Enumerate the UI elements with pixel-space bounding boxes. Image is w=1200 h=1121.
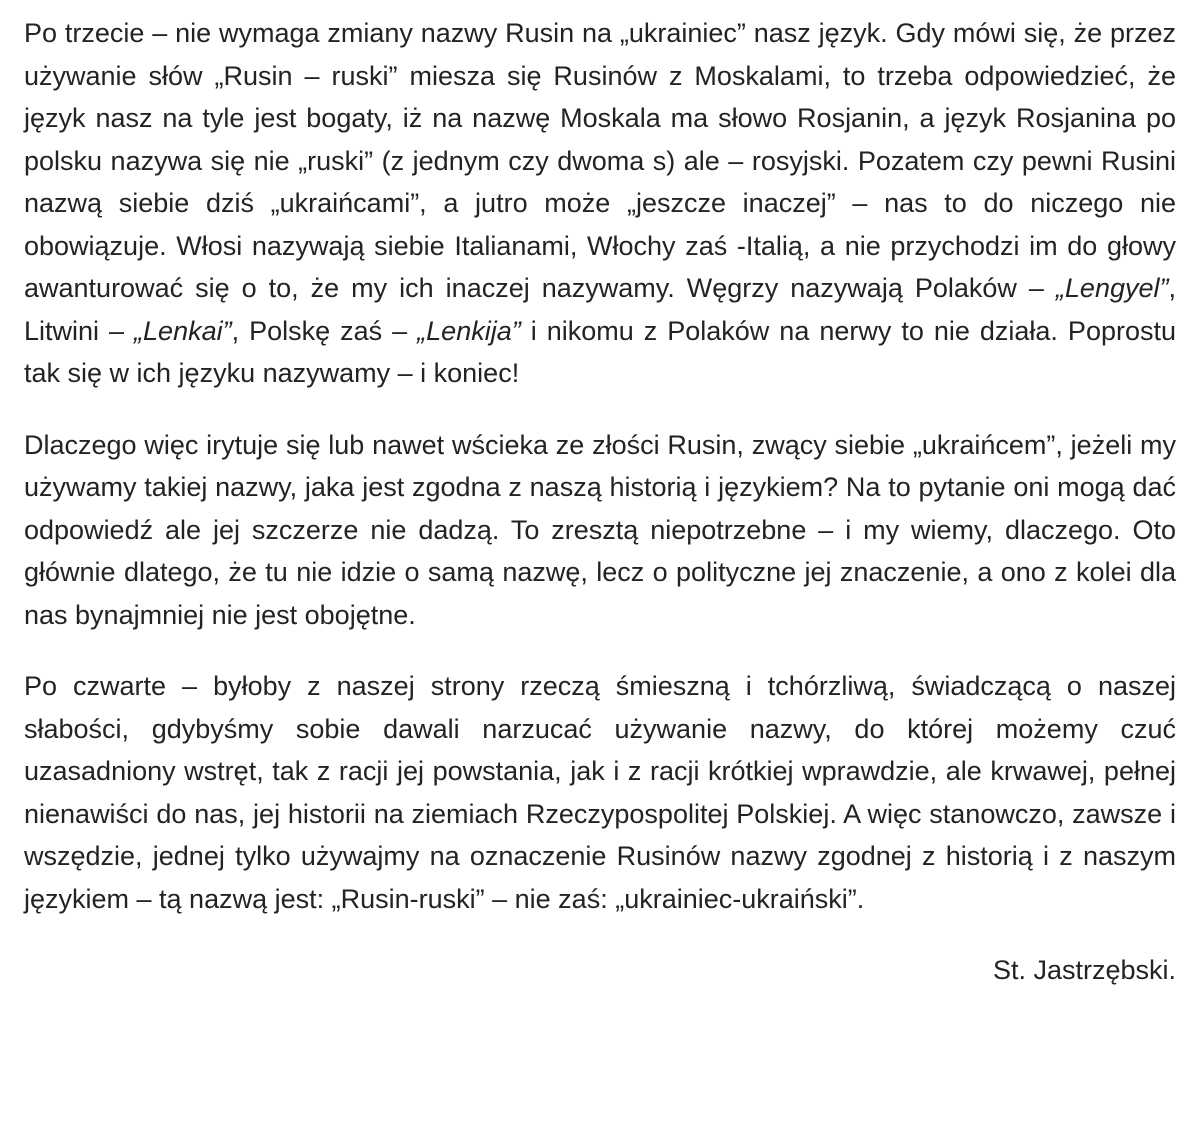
paragraph: [24, 424, 1176, 637]
italic-term: „Lengyel”: [1055, 273, 1169, 303]
paragraph: [24, 665, 1176, 920]
text-run: i nikomu z Polaków na nerwy to nie działa. Poprostu tak się w ich języku nazywamy – i koniec!: [24, 315, 1177, 388]
paragraph: [24, 12, 1176, 395]
text-run: Po czwarte – byłoby z naszej strony rzeczą śmieszną i tchórzliwą, świadczącą o naszej słabości, gdybyśmy sobie dawali narzucać używanie nazwy, do której możemy czuć uzasadniony wstręt, tak z racji jej powstania, jak i z racji krótkiej wprawdzie, ale krwawej, pełnej nienawiści do nas, jej historii na ziemiach Rzeczypospolitej Polskiej. A więc stanowczo, zawsze i wszędzie, jednej tylko używajmy na oznaczenie Rusinów nazwy zgodnej z historią i z naszym językiem – tą nazwą jest: „Rusin-ruski” – nie zaś: „ukrainiec-ukraiński”.: [24, 671, 1176, 914]
article-body: [24, 12, 1176, 920]
text-run: Po trzecie – nie wymaga zmiany nazwy Rusin na „ukrainiec” nasz język. Gdy mówi się, że przez używanie słów „Rusin – ruski” miesza się Rusinów z Moskalami, to trzeba odpowiedzieć, że język nasz na tyle jest bogaty, iż na nazwę Moskala ma słowo Rosjanin, a język Rosjanina po polsku nazywa się nie „ruski” (z jednym czy dwoma s) ale – rosyjski. Pozatem czy pewni Rusini nazwą siebie dziś „ukraińcami”, a jutro może „jeszcze inaczej” – nas to do niczego nie obowiązuje. Włosi nazywają siebie Italianami, Włochy zaś -Italią, a nie przychodzi im do głowy awanturować się o to, że my ich inaczej nazywamy. Węgrzy nazywają Polaków –: [24, 18, 1176, 303]
text-run: , Litwini –: [24, 273, 1176, 346]
italic-term: „Lenkija”: [417, 315, 521, 346]
document-page: [24, 12, 1176, 992]
italic-term: „Lenkai”: [134, 315, 232, 346]
text-run: Dlaczego więc irytuje się lub nawet wścieka ze złości Rusin, zwący siebie „ukraińcem”, jeżeli my używamy takiej nazwy, jaka jest zgodna z naszą historią i językiem? Na to pytanie oni mogą dać odpowiedź ale jej szczerze nie dadzą. To zresztą niepotrzebne – i my wiemy, dlaczego. Oto głównie dlatego, że tu nie idzie o samą nazwę, lecz o polityczne jej znaczenie, a ono z kolei dla nas bynajmniej nie jest obojętne.: [24, 429, 1176, 630]
text-run: , Polskę zaś –: [231, 315, 418, 346]
author-signature: St. Jastrzębski.: [992, 955, 1176, 985]
